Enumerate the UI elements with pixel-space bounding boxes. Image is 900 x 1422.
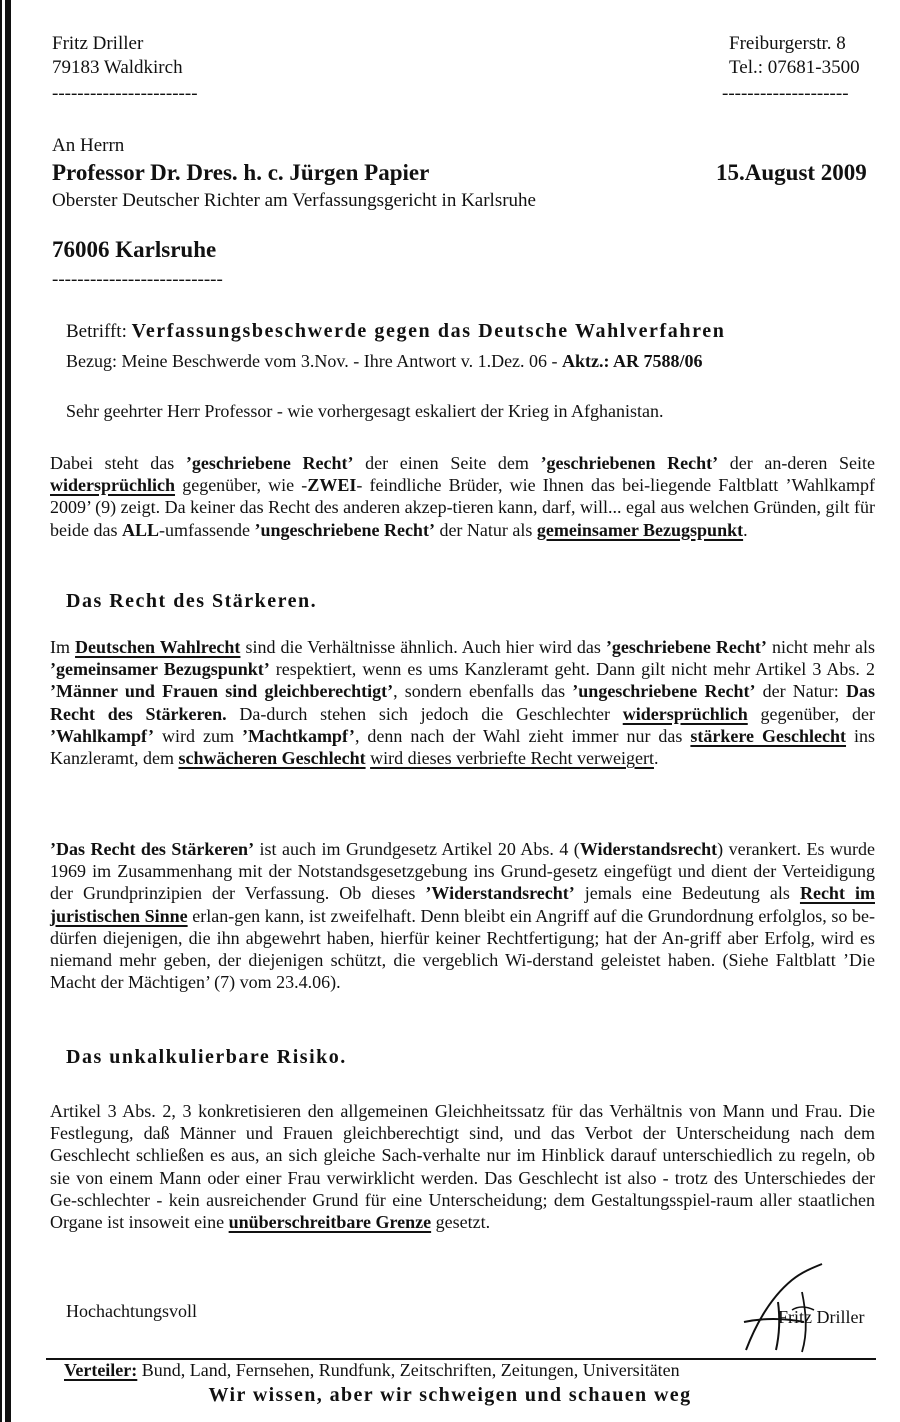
heading-unkalkulierbare-risiko: Das unkalkulierbare Risiko. xyxy=(66,1046,347,1068)
sender-city: 79183 Waldkirch xyxy=(52,57,183,78)
reference-file-number: Aktz.: AR 7588/06 xyxy=(562,351,703,371)
heading-recht-des-staerkeren: Das Recht des Stärkeren. xyxy=(66,590,318,612)
sender-name: Fritz Driller xyxy=(52,33,144,54)
signature-name: Fritz Driller xyxy=(778,1307,865,1327)
distribution-text: Bund, Land, Fernsehen, Rundfunk, Zeitschriften, Zeitungen, Universitäten xyxy=(137,1360,680,1380)
left-margin-bar xyxy=(0,0,11,1422)
distribution-line xyxy=(64,1359,680,1381)
subject-line xyxy=(66,318,725,345)
paragraph-4: Artikel 3 Abs. 2, 3 konkretisieren den allgemeinen Gleichheitssatz für das Verhältnis von Mann und Frau. Die Festlegung, daß Männer und Frauen gleichberechtigt sind, und das Verbot der Unterscheidung nach dem Geschlecht schließen es aus, an sich gleiche Sach-verhalte nur im Hinblick darauf unterschiedlich zu regeln, ob sie von einem Mann oder einer Frau verwirklicht werden. Das Geschlecht ist also - trotz des Unterschiedes der Ge-schlechter - kein ausreichender Grund für eine Unterscheidung; dem Gestaltungsspiel-raum aller staatlichen Organe ist insoweit eine unüberschreitbare Grenze gesetzt. xyxy=(50,1101,875,1233)
distribution-label: Verteiler: xyxy=(64,1360,138,1380)
recipient-title: Oberster Deutscher Richter am Verfassungsgericht in Karlsruhe xyxy=(52,190,536,211)
sender-divider: ----------------------- xyxy=(52,83,198,104)
paragraph-2: Im Deutschen Wahlrecht sind die Verhältnisse ähnlich. Auch hier wird das ’geschriebene Recht’ nicht mehr als ’gemeinsamer Bezugspunkt’ respektiert, wenn es ums Kanzleramt geht. Dann gilt nicht mehr Artikel 3 Abs. 2 ’Männer und Frauen sind gleichberechtigt’, sondern ebenfalls das ’ungeschriebene Recht’ der Natur: Das Recht des Stärkeren. Da-durch stehen sich jedoch die Geschlechter widersprüchlich gegenüber, der ’Wahlkampf’ wird zum ’Machtkampf’, denn nach der Wahl zieht immer nur das stärkere Geschlecht ins Kanzleramt, dem schwächeren Geschlecht wird dieses verbriefte Recht verweigert. xyxy=(50,637,876,769)
sender-divider-right: -------------------- xyxy=(722,83,849,104)
sender-phone: Tel.: 07681-3500 xyxy=(729,57,860,78)
subject-text: Verfassungsbeschwerde gegen das Deutsche Wahlverfahren xyxy=(131,320,726,342)
motto: Wir wissen, aber wir schweigen und schauen weg xyxy=(208,1384,692,1406)
closing: Hochachtungsvoll xyxy=(66,1301,197,1321)
sender-street: Freiburgerstr. 8 xyxy=(729,33,846,54)
recipient-salutation: An Herrn xyxy=(52,135,125,156)
reference-text: Bezug: Meine Beschwerde vom 3.Nov. - Ihre Antwort v. 1.Dez. 06 - xyxy=(66,351,563,371)
greeting: Sehr geehrter Herr Professor - wie vorhergesagt eskaliert der Krieg in Afghanistan. xyxy=(66,401,664,421)
recipient-name: Professor Dr. Dres. h. c. Jürgen Papier xyxy=(52,160,430,185)
recipient-divider: --------------------------- xyxy=(52,269,223,290)
paragraph-1: Dabei steht das ’geschriebene Recht’ der einen Seite dem ’geschriebenen Recht’ der an-deren Seite widersprüchlich gegenüber, wie -ZWEI- feindliche Brüder, wie Ihnen das bei-liegende Faltblatt ’Wahlkampf 2009’ (9) zeigt. Da keiner das Recht des anderen akzep-tieren kann, darf, will... egal aus welchen Gründen, gilt für beide das ALL-umfassende ’ungeschriebene Recht’ der Natur als gemeinsamer Bezugspunkt. xyxy=(50,453,875,540)
handwritten-signature xyxy=(732,1262,832,1357)
letter-date: 15.August 2009 xyxy=(716,160,867,185)
paragraph-3: ’Das Recht des Stärkeren’ ist auch im Grundgesetz Artikel 20 Abs. 4 (Widerstandsrecht) verankert. Es wurde 1969 im Zusammenhang mit der Notstandsgesetzgebung ins Grund-gesetz eingefügt und dient der Verteidigung der Grundprinzipien der Verfassung. Ob dieses ’Widerstandsrecht’ jemals eine Bedeutung als Recht im juristischen Sinne erlan-gen kann, ist zweifelhaft. Denn bleibt ein Angriff auf die Grundordnung erfolglos, so be-dürfen diejenigen, die ihn abgewehrt haben, hierfür keiner Rechtfertigung; hat der An-griff aber Erfolg, wird es niemand mehr geben, der diejenigen schützt, die vergeblich Wi-derstand geleistet haben. (Siehe Faltblatt ’Die Macht der Mächtigen’ (7) vom 23.4.06). xyxy=(50,839,876,993)
reference-line xyxy=(66,350,703,372)
recipient-city: 76006 Karlsruhe xyxy=(52,237,217,262)
subject-label: Betrifft: xyxy=(66,321,127,342)
